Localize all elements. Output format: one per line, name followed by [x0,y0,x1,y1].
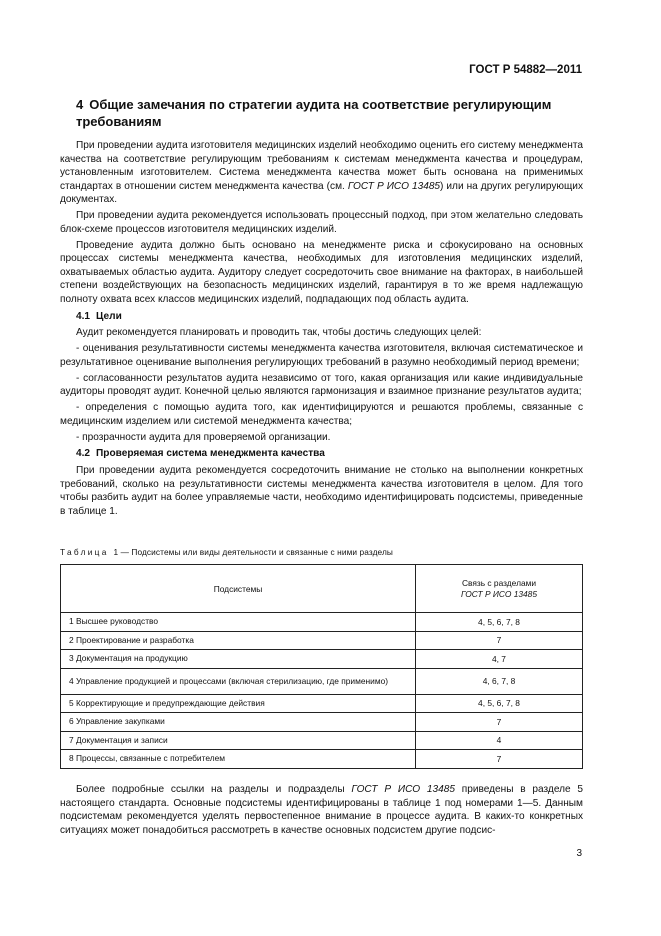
paragraph: Более подробные ссылки на разделы и подразделы ГОСТ Р ИСО 13485 приведены в разделе 5 настоящего стандарта. Основные подсистемы идентифицированы в таблице 1 под номерами 1—5. Данным подсистемам рекомендуется уделять первостепенное внимание в процессе аудита. В каких-то конкретных ситуациях может понадобиться рассмотреть в качестве основных подсистем другие подсис- [60,784,584,836]
list-item: - определения с помощью аудита того, как идентифицируются и решаются проблемы, связанные с медицинским изделием или системой менеджмента качества; [60,402,583,427]
table-header-row [61,565,583,613]
paragraph: Проведение аудита должно быть основано на менеджменте риска и сфокусировано на основных процессах системы менеджмента качества, необходимых для изготовления медицинских изделий, охватываемых областью аудита. Аудитору следует сосредоточить свое внимание на факторах, в наибольшей степени воздействующих на безопасность медицинских изделий, гарантируя в то же время надлежащую полноту охвата всех классов медицинских изделий, подпадающих под область аудита. [60,239,583,306]
subsection-4-1-heading: 4.1 Цели [76,310,122,322]
post-table-text [60,783,583,837]
column-header-subsystems: Подсистемы [61,565,416,613]
page-number: 3 [576,848,582,859]
section-4-body [60,139,583,521]
paragraph: При проведении аудита изготовителя медицинских изделий необходимо оценить его систему менеджмента качества на соответствие регулирующим требованиям к системам менеджмента качества и процедурам, установленным изготовителем. Система менеджмента качества может быть основана на применимых стандартах в отношении систем менеджмента качества (см. ГОСТ Р ИСО 13485) или на других регулирующих документах. [60,140,583,206]
section-number: 4 [76,97,84,112]
table-caption: Таблица 1 — Подсистемы или виды деятельности и связанные с ними разделы [60,547,393,557]
table-row: 1 Высшее руководство 4, 5, 6, 7, 8 [61,613,583,632]
table-row: 8 Процессы, связанные с потребителем 7 [61,750,583,769]
table-row: 4 Управление продукцией и процессами (включая стерилизацию, где применимо) 4, 6, 7, 8 [61,668,583,694]
table-row: 2 Проектирование и разработка 7 [61,631,583,650]
list-item: - оценивания результативности системы менеджмента качества изготовителя, включая систематическое и результативное оценивание выполнения регулирующих требований в разумно необходимый период времени; [60,343,583,368]
table-row: 3 Документация на продукцию 4, 7 [61,650,583,669]
list-item: - прозрачности аудита для проверяемой организации. [76,431,331,443]
paragraph: При проведении аудита рекомендуется сосредоточить внимание не столько на выполнении конкретных требований, сколько на результативности системы менеджмента качества изготовителя в целом. Для того чтобы разбить аудит на более управляемые части, необходимо идентифицировать подсистемы, приведенные в таблице 1. [60,465,583,517]
standard-reference: ГОСТ Р ИСО 13485 [351,784,455,795]
section-4-heading [76,96,586,130]
table-row: 5 Корректирующие и предупреждающие действия 4, 5, 6, 7, 8 [61,694,583,713]
list-item: - согласованности результатов аудита независимо от того, какая организация или какие индивидуальные аудиторы проводят аудит. Конечной целью являются гармонизация и взаимное признание результатов аудита; [60,372,583,398]
section-title: Общие замечания по стратегии аудита на соответствие регулирующим требованиям [76,97,552,129]
standard-reference: ГОСТ Р ИСО 13485 [347,180,441,192]
paragraph: При проведении аудита рекомендуется использовать процессный подход, при этом желательно следовать блок-схеме процессов изготовителя медицинских изделий. [60,210,583,235]
table-row: 6 Управление закупками 7 [61,713,583,732]
column-header-sections: Связь с разделами ГОСТ Р ИСО 13485 [416,565,583,613]
table-row: 7 Документация и записи 4 [61,731,583,750]
subsection-4-2-heading: 4.2 Проверяемая система менеджмента качества [76,448,325,460]
paragraph: Аудит рекомендуется планировать и проводить так, чтобы достичь следующих целей: [76,327,482,339]
document-id: ГОСТ Р 54882—2011 [469,64,582,76]
subsystems-table [60,564,583,769]
